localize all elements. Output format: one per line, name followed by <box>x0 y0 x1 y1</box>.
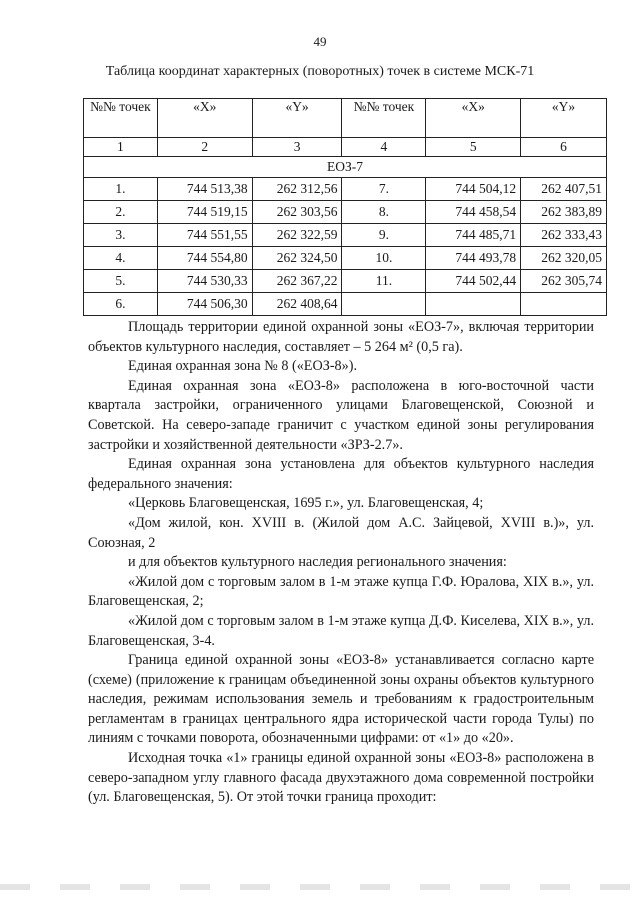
paragraph: Исходная точка «1» границы единой охранной зоны «ЕОЗ-8» расположена в северо-западном углу главного фасада двухэтажного дома современной постройки (ул. Благовещенская, 5). От этой точки граница проходит: <box>88 750 594 806</box>
paragraph: Граница единой охранной зоны «ЕОЗ-8» устанавливается согласно карте (схеме) (приложение к границам объединенной зоны охраны объектов культурного наследия, режимам использования земель и требованиям к градостроительным регламентам в границах центрального ядра исторической части города Тулы) по линиям с точками поворота, обозначенными цифрами: от «1» до «20». <box>88 652 594 747</box>
table-row <box>84 247 607 270</box>
table-cell: 744 530,33 <box>157 270 252 293</box>
table-cell: 262 324,50 <box>252 247 342 270</box>
header-cell: №№ точек <box>84 99 158 138</box>
table-cell: 5. <box>84 270 158 293</box>
table-cell <box>342 293 426 316</box>
table-cell: 262 322,59 <box>252 224 342 247</box>
coordinates-table <box>83 98 607 316</box>
table-cell: 744 502,44 <box>426 270 521 293</box>
paragraph: Единая охранная зона № 8 («ЕОЗ-8»). <box>128 358 358 375</box>
table-cell: 2. <box>84 201 158 224</box>
column-number: 6 <box>521 138 607 157</box>
table-cell: 262 303,56 <box>252 201 342 224</box>
table-cell: 262 383,89 <box>521 201 607 224</box>
table-cell: 262 305,74 <box>521 270 607 293</box>
paragraph: Единая охранная зона установлена для объектов культурного наследия федерального значения: <box>88 456 594 492</box>
table-cell: 262 333,43 <box>521 224 607 247</box>
table-title: Таблица координат характерных (поворотных) точек в системе МСК-71 <box>105 64 535 79</box>
column-number: 5 <box>426 138 521 157</box>
table-cell: 744 519,15 <box>157 201 252 224</box>
paragraph: «Церковь Благовещенская, 1695 г.», ул. Благовещенская, 4; <box>128 495 484 512</box>
paragraph: Площадь территории единой охранной зоны «ЕОЗ-7», включая территории объектов культурного наследия, составляет – 5 264 м² (0,5 га). <box>88 319 594 355</box>
table-cell: 11. <box>342 270 426 293</box>
paragraph: и для объектов культурного наследия регионального значения: <box>128 554 507 571</box>
paragraph: Единая охранная зона «ЕОЗ-8» расположена в юго-восточной части квартала застройки, ограниченного улицами Благовещенской, Союзной и Советской. На северо-западе граничит с участком единой зоны регулирования застройки и хозяйственной деятельности «ЗРЗ-2.7». <box>88 377 594 453</box>
table-row <box>84 270 607 293</box>
header-cell: «X» <box>426 99 521 138</box>
table-cell: 9. <box>342 224 426 247</box>
header-cell: «Y» <box>252 99 342 138</box>
table-cell <box>426 293 521 316</box>
table-cell: 262 320,05 <box>521 247 607 270</box>
table-cell: 3. <box>84 224 158 247</box>
table-row <box>84 201 607 224</box>
table-cell: 1. <box>84 178 158 201</box>
table-cell: 744 504,12 <box>426 178 521 201</box>
table-row <box>84 224 607 247</box>
table-row <box>84 178 607 201</box>
body-text <box>88 318 594 808</box>
table-cell: 744 506,30 <box>157 293 252 316</box>
table-cell: 744 554,80 <box>157 247 252 270</box>
column-number: 4 <box>342 138 426 157</box>
table-cell <box>521 293 607 316</box>
table-cell: 744 551,55 <box>157 224 252 247</box>
table-cell: 262 367,22 <box>252 270 342 293</box>
header-cell: «X» <box>157 99 252 138</box>
column-number-row <box>84 138 607 157</box>
paragraph: «Жилой дом с торговым залом в 1-м этаже купца Д.Ф. Киселева, XIX в.», ул. Благовещенская, 3-4. <box>88 612 594 649</box>
table-row <box>84 293 607 316</box>
column-number: 2 <box>157 138 252 157</box>
header-cell: «Y» <box>521 99 607 138</box>
table-cell: 4. <box>84 247 158 270</box>
table-cell: 262 407,51 <box>521 178 607 201</box>
table-cell: 744 513,38 <box>157 178 252 201</box>
scan-artifact <box>0 884 640 890</box>
column-number: 1 <box>84 138 158 157</box>
group-row <box>84 157 607 178</box>
table-cell: 262 408,64 <box>252 293 342 316</box>
table-cell: 744 485,71 <box>426 224 521 247</box>
table-cell: 6. <box>84 293 158 316</box>
column-number: 3 <box>252 138 342 157</box>
table-header-row <box>84 99 607 138</box>
table-cell: 262 312,56 <box>252 178 342 201</box>
paragraph: «Жилой дом с торговым залом в 1-м этаже купца Г.Ф. Юралова, XIX в.», ул. Благовещенская, 2; <box>88 573 594 610</box>
group-label: ЕОЗ-7 <box>84 157 607 178</box>
table-cell: 8. <box>342 201 426 224</box>
table-body <box>84 178 607 316</box>
table-cell: 7. <box>342 178 426 201</box>
paragraph: «Дом жилой, кон. XVIII в. (Жилой дом А.С. Зайцевой, XVIII в.)», ул. Союзная, 2 <box>88 514 594 551</box>
table-cell: 744 458,54 <box>426 201 521 224</box>
table-cell: 744 493,78 <box>426 247 521 270</box>
header-cell: №№ точек <box>342 99 426 138</box>
page-number: 49 <box>313 34 327 49</box>
table-cell: 10. <box>342 247 426 270</box>
